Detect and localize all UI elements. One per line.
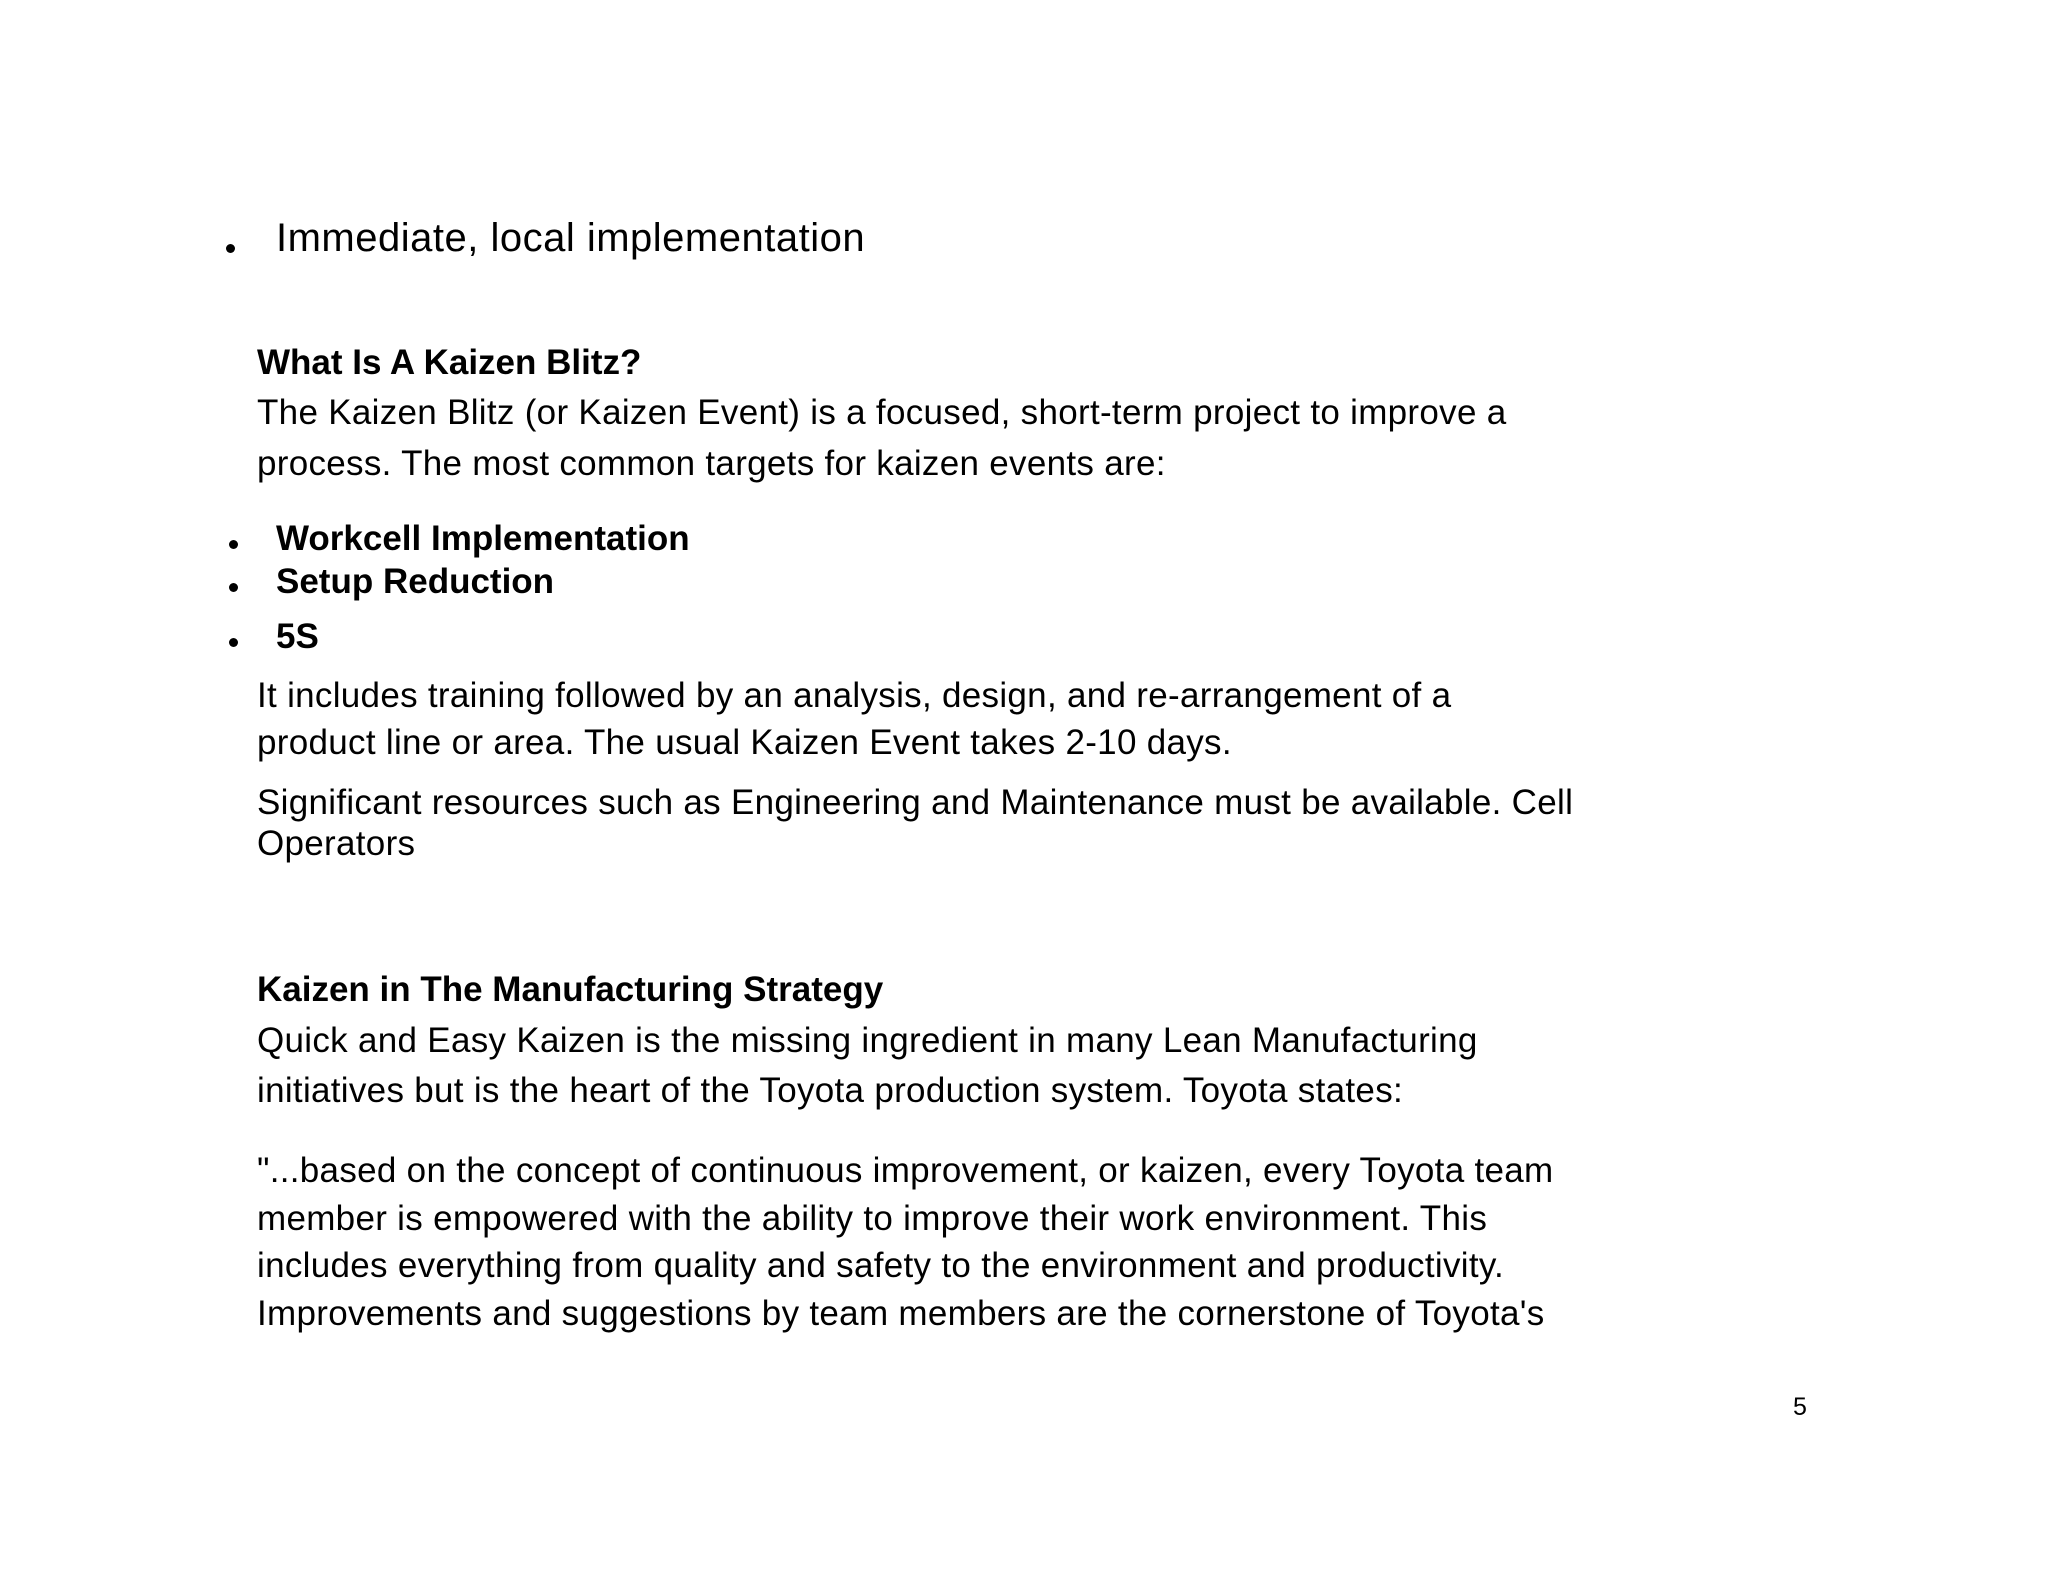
bullet-icon xyxy=(229,638,238,647)
section1-para1-line2: process. The most common targets for kaizen events are: xyxy=(257,444,1166,483)
intro-bullet-text: Immediate, local implementation xyxy=(276,216,866,260)
quote-line-3: includes everything from quality and safety to the environment and productivity. xyxy=(257,1246,1505,1285)
section-heading-kaizen-blitz: What Is A Kaizen Blitz? xyxy=(257,343,642,382)
section1-para2-line2: product line or area. The usual Kaizen Event takes 2-10 days. xyxy=(257,723,1232,762)
section1-para2-line1: It includes training followed by an analysis, design, and re-arrangement of a xyxy=(257,676,1452,715)
section1-para3-line1: Significant resources such as Engineering and Maintenance must be available. Cell xyxy=(257,783,1574,822)
bullet-icon xyxy=(226,244,235,253)
section1-para3-line2: Operators xyxy=(257,824,416,863)
target-item-workcell: Workcell Implementation xyxy=(276,519,690,558)
section2-para1-line2: initiatives but is the heart of the Toyota production system. Toyota states: xyxy=(257,1071,1404,1110)
bullet-icon xyxy=(229,583,238,592)
section1-para1-line1: The Kaizen Blitz (or Kaizen Event) is a focused, short-term project to improve a xyxy=(257,393,1507,432)
page-number: 5 xyxy=(1793,1393,1807,1421)
quote-line-2: member is empowered with the ability to improve their work environment. This xyxy=(257,1199,1488,1238)
section-heading-manufacturing-strategy: Kaizen in The Manufacturing Strategy xyxy=(257,970,884,1009)
quote-line-1: "...based on the concept of continuous improvement, or kaizen, every Toyota team xyxy=(257,1151,1554,1190)
section2-para1-line1: Quick and Easy Kaizen is the missing ingredient in many Lean Manufacturing xyxy=(257,1021,1478,1060)
bullet-icon xyxy=(229,540,238,549)
quote-line-4: Improvements and suggestions by team members are the cornerstone of Toyota's xyxy=(257,1294,1545,1333)
target-item-setup: Setup Reduction xyxy=(276,562,555,601)
target-item-5s: 5S xyxy=(276,617,319,656)
